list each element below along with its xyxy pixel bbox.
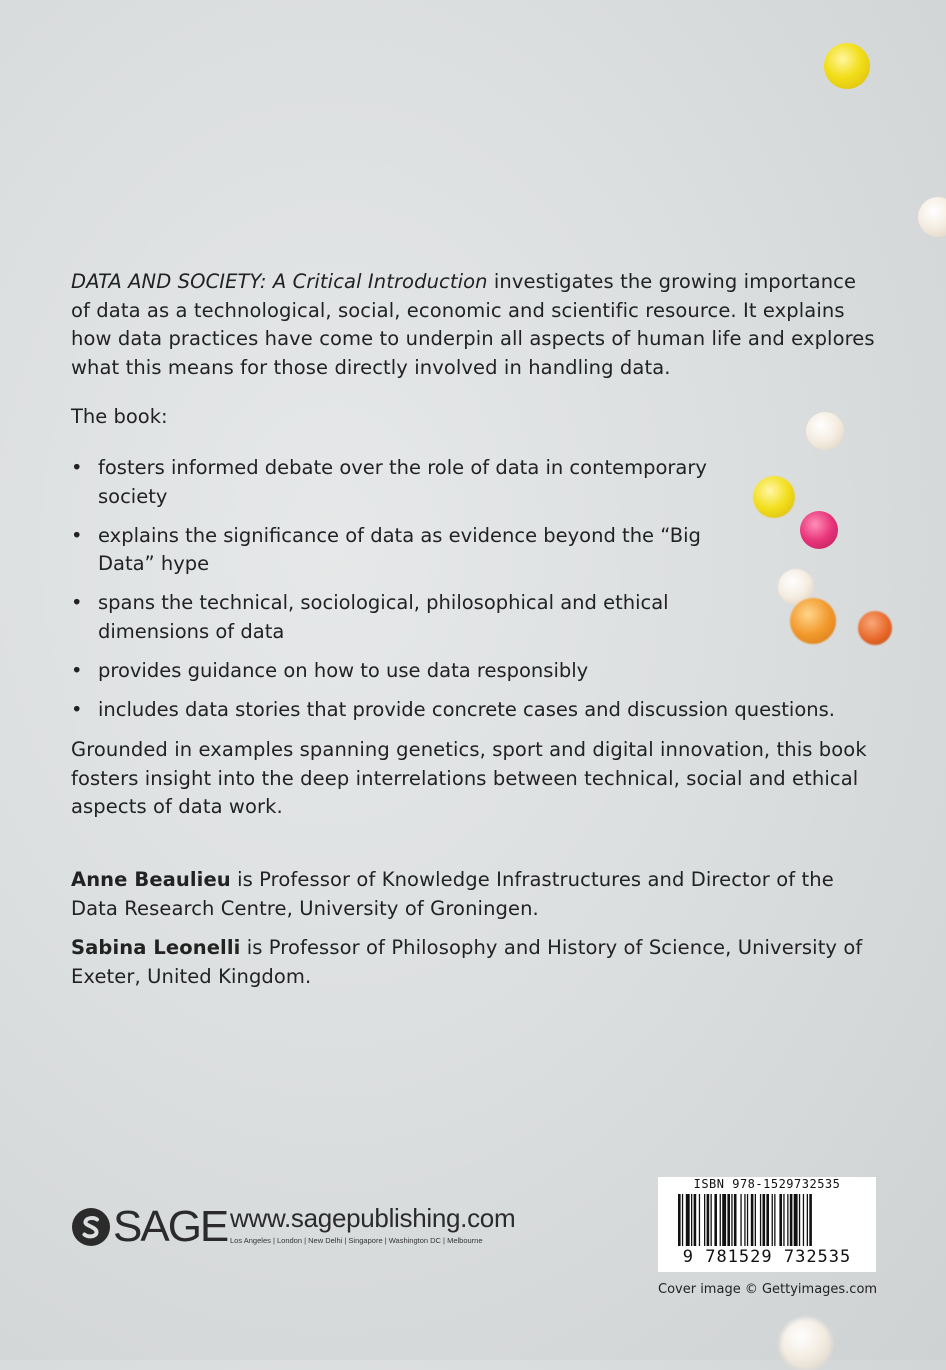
bullet-icon: •: [71, 523, 83, 547]
isbn-label: ISBN 978-1529732535: [693, 1177, 841, 1191]
barcode-bar: [755, 1194, 756, 1246]
barcode-bar: [707, 1194, 710, 1246]
barcode-bar: [714, 1194, 717, 1246]
barcode-bar: [727, 1194, 730, 1246]
author-bio: is Professor of Knowledge Infrastructures and Director of the Data Research Centre, University of Groningen.: [71, 868, 834, 920]
sage-s-icon: [71, 1207, 111, 1247]
cream-ball-mid: [806, 412, 844, 450]
intro-text: investigates the growing importance of data as a technological, social, economic and scientific resource. It explains how data practices have come to underpin all aspects of human life and explores what this means for those directly involved in handling data.: [71, 270, 875, 379]
yellow-ball-mid: [753, 476, 795, 518]
barcode-bar: [790, 1194, 793, 1246]
barcode-bar: [809, 1194, 812, 1246]
publisher-cities: Los Angeles | London | New Delhi | Singapore | Washington DC | Melbourne: [230, 1236, 483, 1245]
yellow-ball-top: [824, 43, 870, 89]
red-orange-ball: [858, 611, 892, 645]
cream-ball-edge: [918, 197, 946, 237]
barcode-bar: [807, 1194, 808, 1246]
book-title: DATA AND SOCIETY: A Critical Introduction: [71, 270, 488, 293]
barcode-bar: [799, 1194, 800, 1246]
sage-logo: [71, 1202, 228, 1251]
barcode-bar: [763, 1194, 766, 1246]
bullet-icon: •: [71, 456, 83, 479]
isbn-digits: 9 781529 732535: [682, 1247, 852, 1267]
list-item: • spans the technical, sociological, philosophical and ethical dimensions of data: [71, 591, 669, 643]
barcode-bar: [691, 1194, 692, 1246]
barcode-bar: [720, 1194, 721, 1246]
bullet-icon: •: [71, 658, 83, 682]
list-item: • provides guidance on how to use data responsibly: [71, 657, 751, 686]
author-name: Sabina Leonelli: [71, 936, 241, 959]
cream-ball-bottom: [780, 1318, 832, 1370]
author-bio-leonelli: [71, 934, 876, 991]
summary-paragraph: Grounded in examples spanning genetics, sport and digital innovation, this book fosters insight into the deep interrelations between technical, social and ethical aspects of data work.: [71, 738, 867, 818]
list-item: • explains the significance of data as evidence beyond the “Big Data” hype: [71, 523, 701, 575]
barcode-bar: [744, 1194, 745, 1246]
barcode-bar: [772, 1194, 773, 1246]
list-item: • fosters informed debate over the role of data in contemporary society: [71, 456, 707, 508]
author-bio: is Professor of Philosophy and History of Science, University of Exeter, United Kingdom.: [71, 936, 863, 988]
barcode-bar: [722, 1194, 726, 1246]
barcode-bar: [760, 1194, 761, 1246]
isbn-barcode: [658, 1177, 876, 1272]
barcode-bar: [694, 1194, 697, 1246]
list-item: • includes data stories that provide concrete cases and discussion questions.: [71, 696, 878, 725]
bullet-icon: •: [71, 591, 83, 614]
barcode-bar: [751, 1194, 754, 1246]
barcode-bar: [787, 1194, 788, 1246]
barcode-bar: [747, 1194, 748, 1246]
intro-paragraph: [71, 268, 876, 382]
author-name: Anne Beaulieu: [71, 868, 231, 891]
bullet-icon: •: [71, 697, 83, 721]
barcode-bar: [794, 1194, 798, 1246]
orange-ball: [790, 598, 836, 644]
barcode-bar: [740, 1194, 741, 1246]
barcode-bar: [678, 1194, 681, 1246]
barcode-bar: [699, 1194, 700, 1246]
cover-credit: Cover image © Gettyimages.com: [658, 1282, 878, 1297]
publisher-url[interactable]: www.sagepublishing.com: [230, 1203, 516, 1233]
barcode-bar: [734, 1194, 737, 1246]
barcode-bar: [779, 1194, 782, 1246]
pink-ball: [800, 511, 838, 549]
barcode-bar: [686, 1194, 690, 1246]
barcode-bar: [774, 1194, 775, 1246]
barcode-bar: [704, 1194, 705, 1246]
feature-list: [71, 454, 835, 735]
book-label: The book:: [71, 405, 168, 428]
barcode-bar: [766, 1194, 769, 1246]
barcode-bar: [783, 1194, 784, 1246]
barcode-bar: [711, 1194, 712, 1246]
barcode-bar: [803, 1194, 804, 1246]
sage-wordmark: SAGE: [113, 1202, 228, 1251]
author-bio-beaulieu: [71, 866, 876, 923]
barcode-bar: [731, 1194, 732, 1246]
barcode-bar: [682, 1194, 683, 1246]
